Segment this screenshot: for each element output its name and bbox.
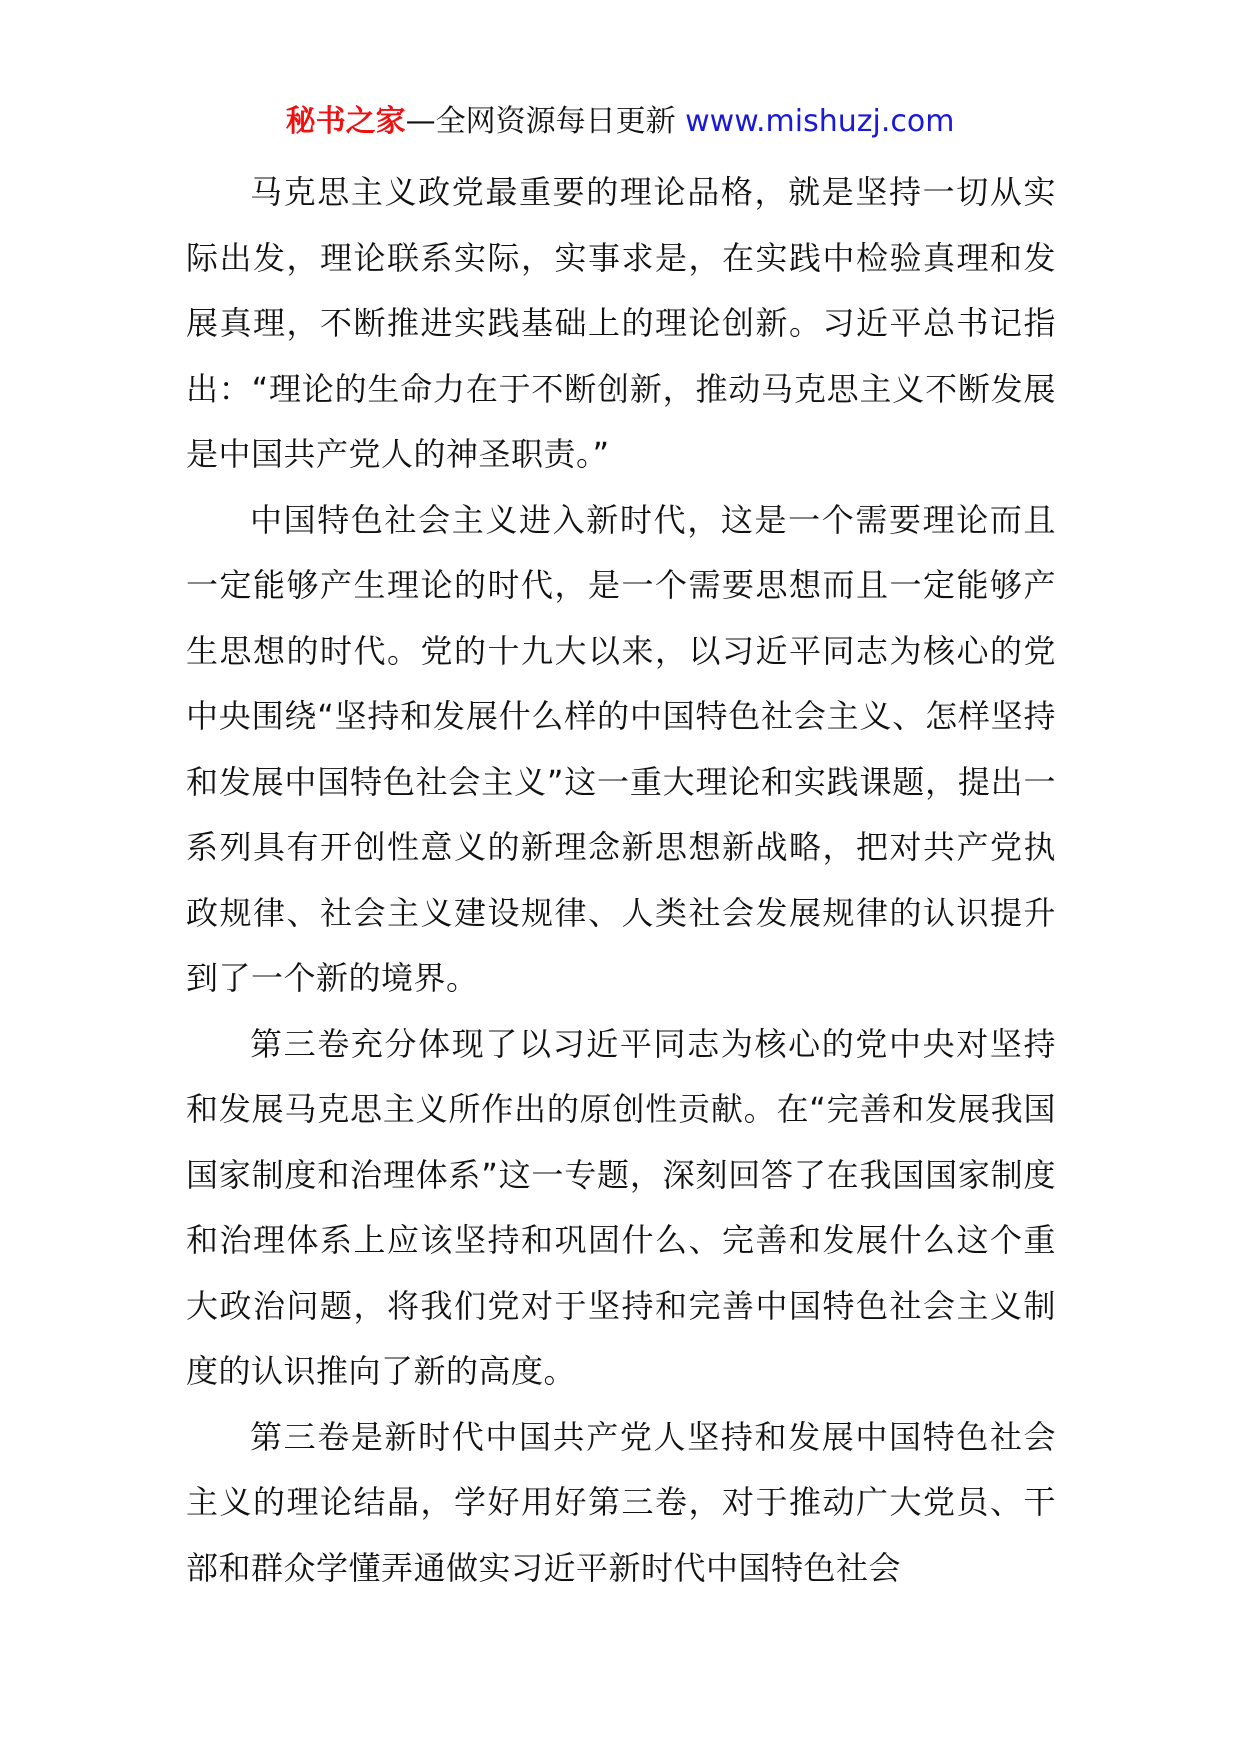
site-header [0, 100, 1240, 144]
brand-name: 秘书之家 [285, 104, 406, 139]
paragraph-1: 马克思主义政党最重要的理论品格，就是坚持一切从实际出发，理论联系实际，实事求是，在实践中检验真理和发展真理，不断推进实践基础上的理论创新。习近平总书记指出：“理论的生命力在于不断创新，推动马克思主义不断发展是中国共产党人的神圣职责。” [186, 173, 1056, 473]
paragraph-3: 第三卷充分体现了以习近平同志为核心的党中央对坚持和发展马克思主义所作出的原创性贡献。在“完善和发展我国国家制度和治理体系”这一专题，深刻回答了在我国国家制度和治理体系上应该坚持和巩固什么、完善和发展什么这个重大政治问题，将我们党对于坚持和完善中国特色社会主义制度的认识推向了新的高度。 [186, 1024, 1056, 1390]
document-body [186, 160, 1056, 1601]
paragraph-2: 中国特色社会主义进入新时代，这是一个需要理论而且一定能够产生理论的时代，是一个需要思想而且一定能够产生思想的时代。党的十九大以来，以习近平同志为核心的党中央围绕“坚持和发展什么样的中国特色社会主义、怎样坚持和发展中国特色社会主义”这一重大理论和实践课题，提出一系列具有开创性意义的新理念新思想新战略，把对共产党执政规律、社会主义建设规律、人类社会发展规律的认识提升到了一个新的境界。 [186, 500, 1056, 997]
paragraph-4: 第三卷是新时代中国共产党人坚持和发展中国特色社会主义的理论结晶，学好用好第三卷，对于推动广大党员、干部和群众学懂弄通做实习近平新时代中国特色社会 [186, 1417, 1056, 1587]
site-url-link[interactable]: www.mishuzj.com [685, 104, 955, 139]
header-tagline: —全网资源每日更新 [405, 104, 686, 139]
